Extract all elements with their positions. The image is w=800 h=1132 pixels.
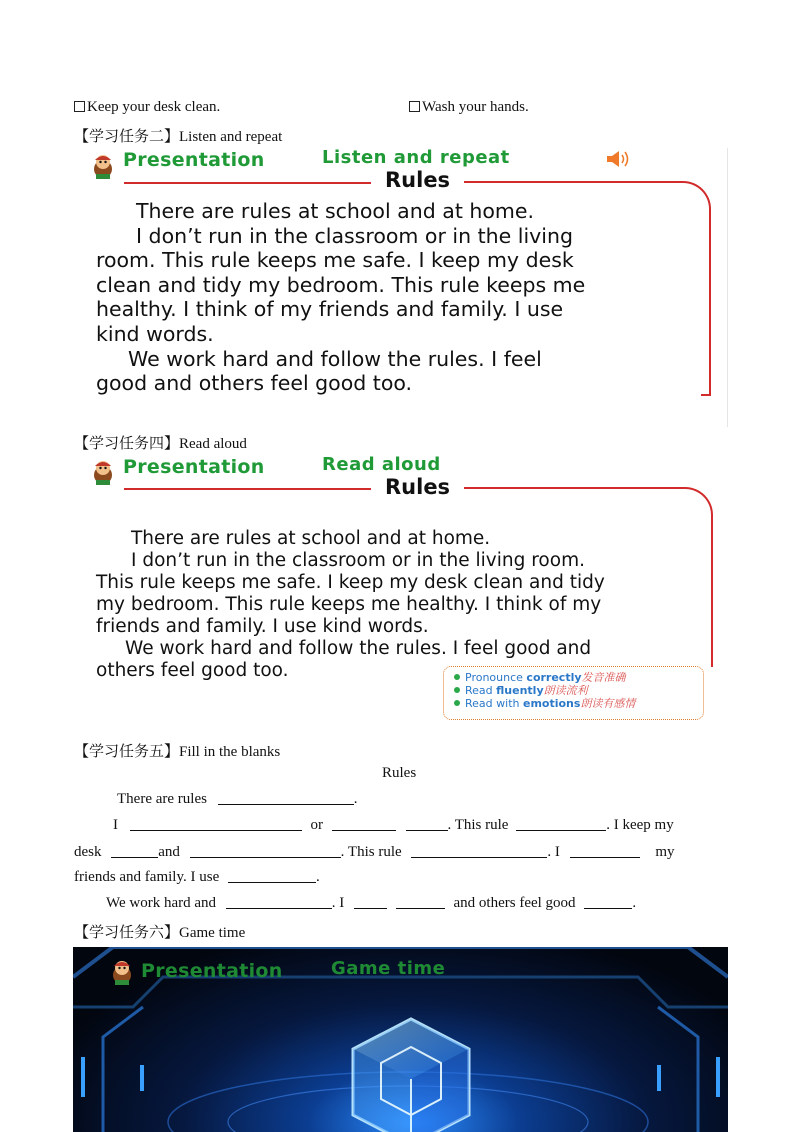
bullet-icon [454, 674, 460, 680]
answer-blank[interactable] [354, 895, 387, 909]
answer-blank[interactable] [411, 844, 547, 858]
answer-blank[interactable] [332, 817, 396, 831]
bullet-icon [454, 700, 460, 706]
slide-tag: Game time [331, 958, 446, 979]
story-line: others feel good too. [96, 660, 289, 681]
game-time-slide[interactable] [73, 947, 728, 1132]
answer-blank[interactable] [226, 895, 332, 909]
title-rule-left [124, 488, 371, 490]
bullet-icon [454, 687, 460, 693]
task5-heading: 【学习任务五】Fill in the blanks [74, 744, 281, 760]
slide-tag: Read aloud [322, 455, 441, 475]
story-line: my bedroom. This rule keeps me healthy. I think of my [96, 594, 602, 615]
mascot-icon [90, 152, 116, 180]
title-rule-left [124, 182, 371, 184]
checklist-text: Keep your desk clean. [87, 99, 221, 115]
slide-tag: Listen and repeat [322, 148, 510, 168]
mascot-icon [109, 958, 135, 986]
blank-line-1: There are rules . [117, 791, 358, 807]
tip-item: Pronounce correctly发音准确 [454, 671, 695, 684]
story-line: kind words. [96, 321, 214, 346]
checklist-text: Wash your hands. [422, 99, 529, 115]
answer-blank[interactable] [190, 844, 341, 858]
listen-repeat-slide [73, 148, 728, 427]
blank-line-5: We work hard and . I and others feel good . [106, 895, 637, 911]
rules-story [96, 528, 605, 682]
mascot-icon [90, 458, 116, 486]
story-line: good and others feel good too. [96, 371, 413, 396]
story-line: I don’t run in the classroom or in the living [136, 223, 573, 248]
story-line: We work hard and follow the rules. I feel [128, 346, 542, 371]
answer-blank[interactable] [406, 817, 448, 831]
answer-blank[interactable] [111, 844, 158, 858]
checklist-item-keep-desk [74, 99, 220, 116]
story-line: We work hard and follow the rules. I feel good and [125, 638, 592, 659]
answer-blank[interactable] [218, 791, 354, 805]
task4-heading: 【学习任务四】Read aloud [74, 436, 247, 452]
presentation-label: Presentation [123, 149, 265, 171]
story-line: friends and family. I use kind words. [96, 616, 429, 637]
story-line: I don’t run in the classroom or in the living room. [131, 550, 585, 571]
answer-blank[interactable] [516, 817, 606, 831]
worksheet-title: Rules [382, 765, 417, 781]
checkbox-icon [409, 101, 420, 112]
story-line: There are rules at school and at home. [131, 528, 491, 549]
presentation-label: Presentation [123, 456, 265, 478]
checkbox-icon [74, 101, 85, 112]
reading-tips-box [443, 666, 704, 720]
story-line: room. This rule keeps me safe. I keep my desk [96, 248, 574, 273]
tip-item: Read with emotions朗读有感情 [454, 697, 695, 710]
blank-line-3: desk and . This rule . I my [74, 844, 675, 860]
answer-blank[interactable] [396, 895, 445, 909]
bracket-tail [701, 394, 711, 396]
task2-heading: 【学习任务二】Listen and repeat [74, 129, 283, 145]
glowing-cube [353, 1019, 469, 1132]
checklist-item-wash-hands [409, 99, 529, 116]
rules-title: Rules [385, 475, 451, 499]
blank-line-2: I or . This rule . I keep my [113, 817, 674, 833]
presentation-label: Presentation [141, 960, 283, 982]
answer-blank[interactable] [130, 817, 302, 831]
rules-title: Rules [385, 168, 451, 192]
speaker-icon[interactable] [605, 148, 631, 170]
rules-story [96, 199, 585, 396]
answer-blank[interactable] [228, 869, 316, 883]
task6-heading: 【学习任务六】Game time [74, 925, 246, 941]
story-line: This rule keeps me safe. I keep my desk clean and tidy [96, 572, 605, 593]
story-line: There are rules at school and at home. [136, 199, 535, 223]
read-aloud-slide [73, 455, 728, 725]
story-line: healthy. I think of my friends and family. I use [96, 297, 564, 322]
story-line: clean and tidy my bedroom. This rule keeps me [96, 272, 586, 297]
tip-item: Read fluently朗读流利 [454, 684, 695, 697]
blank-line-4: friends and family. I use . [74, 869, 320, 885]
answer-blank[interactable] [570, 844, 640, 858]
answer-blank[interactable] [584, 895, 632, 909]
